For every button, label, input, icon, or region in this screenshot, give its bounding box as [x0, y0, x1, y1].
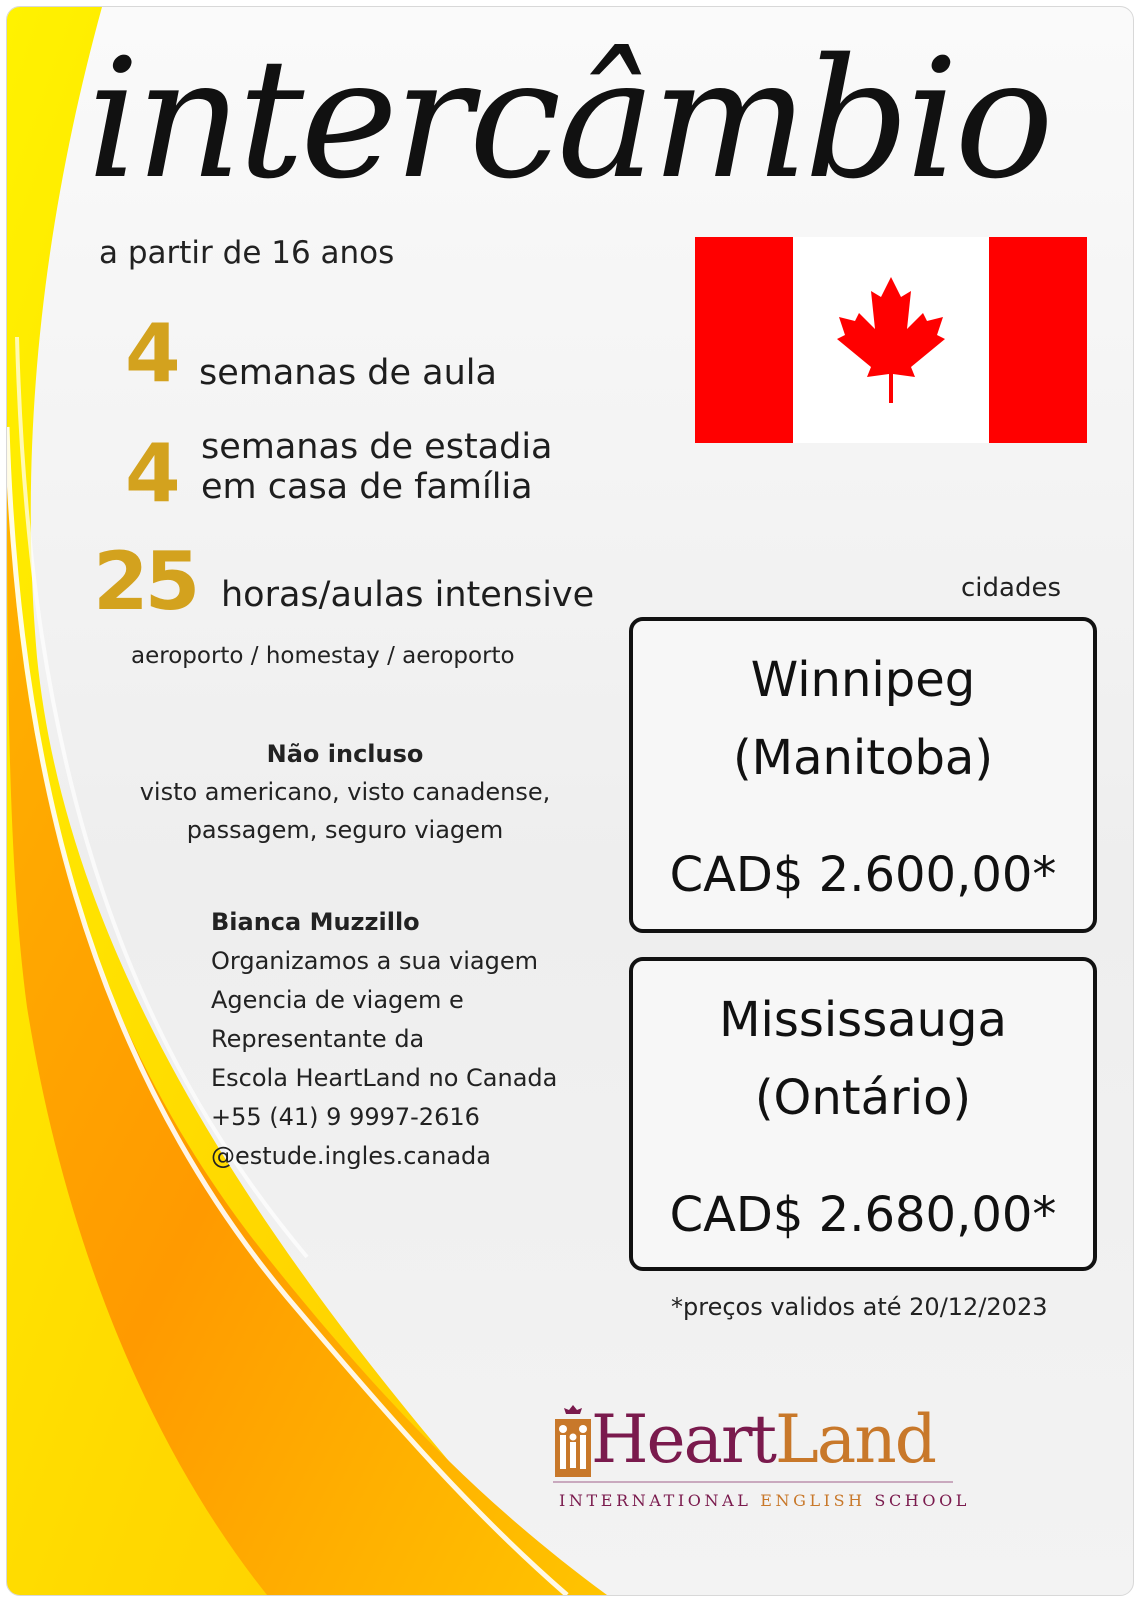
- stat-number-hours: 25: [93, 535, 197, 628]
- family-emblem-icon: [553, 1403, 593, 1479]
- transfer-info: aeroporto / homestay / aeroporto: [131, 643, 515, 669]
- city-title: Winnipeg: [750, 652, 976, 708]
- not-included-heading: Não incluso: [266, 740, 424, 768]
- logo-word-land: Land: [775, 1401, 935, 1478]
- contact-line: Representante da: [211, 1025, 425, 1053]
- poster: [6, 6, 1134, 1596]
- stat-label-weeks-class: semanas de aula: [199, 353, 497, 393]
- stat-number-weeks-class: 4: [125, 307, 181, 400]
- city-card-winnipeg: [629, 617, 1097, 933]
- contact-line: Organizamos a sua viagem: [211, 947, 538, 975]
- not-included-section: [125, 735, 565, 849]
- logo-tagline-part: INTERNATIONAL: [559, 1491, 761, 1510]
- city-province: (Ontário): [754, 1070, 972, 1126]
- price-validity-note: *preços validos até 20/12/2023: [671, 1293, 1048, 1321]
- logo-tagline: [559, 1491, 970, 1510]
- city-province: (Manitoba): [732, 730, 994, 786]
- contact-instagram: @estude.ingles.canada: [211, 1142, 491, 1170]
- city-card-mississauga: [629, 957, 1097, 1271]
- cities-label: cidades: [961, 573, 1062, 603]
- logo-word-heart: Heart: [591, 1401, 776, 1478]
- city-title: Mississauga: [719, 992, 1007, 1048]
- logo-tagline-part: ENGLISH: [760, 1491, 866, 1510]
- stat-label-line: em casa de família: [201, 467, 533, 507]
- stat-number-weeks-homestay: 4: [125, 427, 181, 520]
- contact-line: Agencia de viagem e: [211, 986, 464, 1014]
- contact-section: [211, 903, 557, 1176]
- contact-line: Escola HeartLand no Canada: [211, 1064, 558, 1092]
- not-included-line: passagem, seguro viagem: [186, 816, 504, 844]
- heartland-logo: [553, 1397, 971, 1517]
- contact-phone: +55 (41) 9 9997-2616: [211, 1103, 480, 1131]
- stat-label-weeks-homestay: [201, 427, 553, 507]
- contact-name: Bianca Muzzillo: [211, 908, 420, 936]
- city-name: [633, 641, 1093, 797]
- subtitle: a partir de 16 anos: [99, 235, 395, 271]
- stat-label-line: semanas de estadia: [201, 427, 553, 467]
- city-price: CAD$ 2.600,00*: [669, 847, 1057, 903]
- city-name: [633, 981, 1093, 1137]
- not-included-line: visto americano, visto canadense,: [139, 778, 551, 806]
- logo-tagline-part: SCHOOL: [865, 1491, 971, 1510]
- city-price: CAD$ 2.680,00*: [669, 1187, 1057, 1243]
- title: intercâmbio: [87, 23, 1050, 215]
- logo-divider: [553, 1481, 953, 1483]
- canada-flag: [695, 237, 1087, 443]
- stat-label-hours: horas/aulas intensive: [221, 575, 595, 615]
- logo-wordmark: [591, 1401, 935, 1478]
